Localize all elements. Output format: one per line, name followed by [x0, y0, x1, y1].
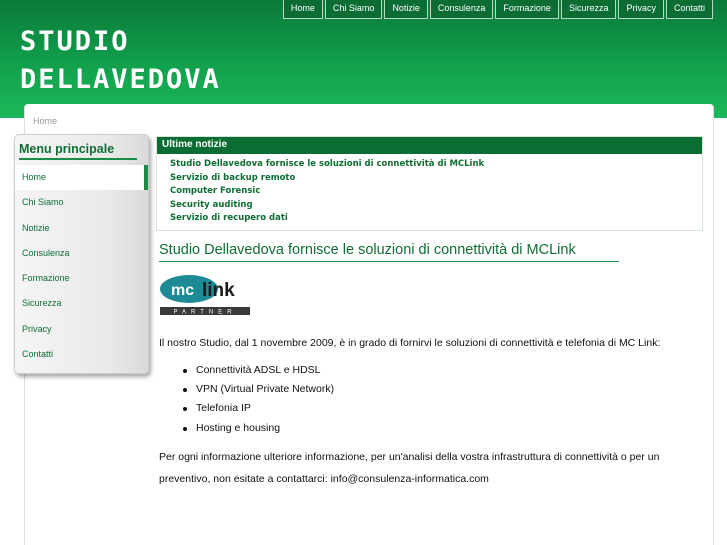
top-navigation	[283, 0, 713, 19]
mclink-logo-link: link	[202, 280, 235, 301]
sidebar-menu	[14, 134, 149, 374]
article-title: Studio Dellavedova fornisce le soluzioni di connettività di MCLink	[159, 242, 619, 262]
bullet-text: VPN (Virtual Private Network)	[196, 383, 335, 396]
bullet-text: Telefonia IP	[196, 402, 251, 415]
bullet-item	[181, 380, 334, 399]
news-link[interactable]: Studio Dellavedova fornisce le soluzioni di connettività di MCLink	[170, 159, 485, 169]
bullet-text: Connettività ADSL e HDSL	[196, 364, 321, 376]
sidebar-menu-list	[15, 165, 148, 367]
sidebar-item-formazione[interactable]: Formazione	[22, 273, 70, 284]
sidebar-item-contatti[interactable]: Contatti	[22, 349, 54, 360]
topnav-sicurezza[interactable]: Sicurezza	[561, 0, 617, 19]
latest-news-list	[157, 154, 702, 226]
bullet-dot-icon	[183, 369, 187, 373]
bullet-dot-icon	[183, 407, 187, 411]
article-intro: Il nostro Studio, dal 1 novembre 2009, è in grado di fornirvi le soluzioni di connettività e telefonia di MC Link:	[159, 337, 661, 349]
sidebar-item-notizie[interactable]: Notizie	[22, 222, 50, 233]
mclink-logo-mc: mc	[171, 282, 195, 299]
bullet-dot-icon	[183, 427, 187, 431]
latest-news-box	[156, 136, 703, 231]
site-logo-line-2[interactable]: DELLAVEDOVA	[20, 64, 221, 95]
news-link[interactable]: Security auditing	[170, 199, 253, 210]
sidebar-item-sicurezza[interactable]: Sicurezza	[22, 298, 62, 309]
mclink-partner-logo	[159, 272, 251, 316]
topnav-chi-siamo[interactable]: Chi Siamo	[325, 0, 383, 19]
article	[159, 242, 709, 485]
sidebar-item-chi-siamo[interactable]: Chi Siamo	[22, 197, 64, 208]
sidebar-item-home[interactable]: Home	[15, 165, 148, 190]
news-link[interactable]: Servizio di backup remoto	[170, 172, 296, 183]
mclink-logo-partner: PARTNER	[173, 309, 237, 316]
topnav-notizie[interactable]: Notizie	[384, 0, 428, 19]
latest-news-title: Ultime notizie	[157, 137, 702, 154]
topnav-home[interactable]: Home	[283, 0, 323, 19]
news-link[interactable]: Computer Forensic	[170, 186, 261, 197]
bullet-item	[181, 361, 334, 380]
bullet-text: Hosting e housing	[196, 421, 281, 434]
site-header	[0, 0, 727, 118]
bullet-item	[181, 399, 334, 418]
sidebar-title: Menu principale	[19, 142, 137, 160]
breadcrumb[interactable]: Home	[33, 116, 58, 126]
site-logo-line-1[interactable]: STUDIO	[20, 26, 130, 57]
topnav-consulenza[interactable]: Consulenza	[430, 0, 494, 19]
bullet-dot-icon	[183, 388, 187, 392]
sidebar-item-consulenza[interactable]: Consulenza	[22, 247, 70, 258]
news-link[interactable]: Servizio di recupero dati	[170, 213, 288, 224]
topnav-contatti[interactable]: Contatti	[666, 0, 713, 19]
topnav-formazione[interactable]: Formazione	[495, 0, 559, 19]
sidebar-item-privacy[interactable]: Privacy	[22, 323, 52, 334]
article-bullet-list	[181, 361, 334, 438]
article-outro: Per ogni informazione ulteriore informazione, per un'analisi della vostra infrastruttura di connettività o per un preventivo, non esitate a contattarci: info@consulenza-informatica.com	[159, 451, 660, 485]
topnav-privacy[interactable]: Privacy	[618, 0, 664, 19]
bullet-item	[181, 419, 334, 438]
